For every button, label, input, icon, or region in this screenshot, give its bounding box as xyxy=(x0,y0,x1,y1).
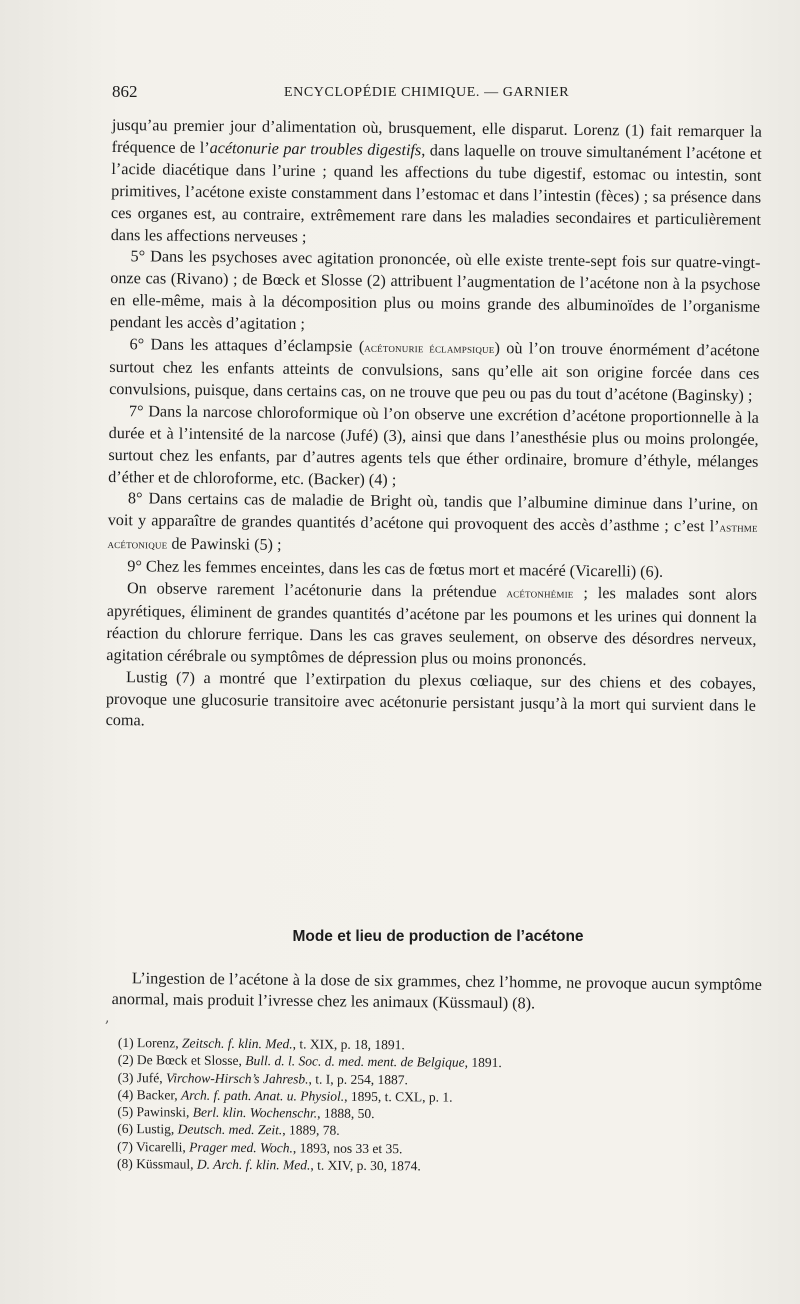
footnote-author: Pawinski, xyxy=(136,1104,193,1120)
text-run: 8° Dans certains cas de maladie de Bright où, tandis que l’albumine diminue dans l’urine, on voit y apparaître de grandes quantités d’acétone qui provoquent des accès d’asthme ; c’est l’ xyxy=(107,489,759,536)
footnote-number: (3) xyxy=(117,1069,134,1085)
text-run: de Pawinski (5) ; xyxy=(167,534,282,555)
paragraph-ingestion: L’ingestion de l’acétone à la dose de six grammes, chez l’homme, ne provoque aucun symptôme anormal, mais produit l’ivresse chez les animaux (Küssmaul) (8). xyxy=(111,969,762,1013)
text-run: jusqu’au premier jour d’alimentation où, brusquement, elle disparut. Lorenz (1) fait remarquer la fréquence de l’ xyxy=(111,115,762,157)
paragraph-bright xyxy=(107,488,758,563)
footnote-journal: Berl. klin. Wochenschr. xyxy=(192,1104,318,1121)
footnote-number: (7) xyxy=(117,1138,133,1154)
small-caps-term: asthme acétonique xyxy=(107,520,758,552)
paragraph-lustig: Lustig (7) a montré que l’extirpation du plexus cœliaque, sur des chiens et des cobayes, provoque une glucosurie transitoire avec acétonurie persistant jusqu’à la mort qui survient dans le coma. xyxy=(105,667,757,730)
footnote-ref: , t. XIV, p. 30, 1874. xyxy=(310,1157,421,1174)
text-run: ) où l’on trouve énormément d’acétone surtout chez les enfants atteints de convulsions, sans qu’elle ait son origine forcée dans ces convulsions, puisque, dans certains cas, on ne trouve que peu ou pas du tout d’acétone (Baginsky) ; xyxy=(109,339,760,405)
running-title: ENCYCLOPÉDIE CHIMIQUE. — GARNIER xyxy=(284,85,570,100)
footnote-journal: Zeitsch. f. klin. Med. xyxy=(181,1035,293,1052)
text-run: ; les malades sont alors apyrétiques, éliminent de grandes quantités d’acétone par les poumons et les urines qui donnent la réaction du chlorure ferrique. Dans les cas graves seulement, on observe des désordres nerveux, agitation cérébrale ou symptômes de dépression plus ou moins prononcés. xyxy=(106,583,758,669)
small-caps-term: acétonurie éclampsique xyxy=(364,340,495,357)
footnote-journal: Arch. f. path. Anat. u. Physiol. xyxy=(181,1087,345,1104)
footnote-number: (8) xyxy=(116,1156,133,1172)
italic-term: acétonurie par troubles digestifs xyxy=(209,138,422,160)
footnote-ref: , 1888, 50. xyxy=(317,1105,375,1122)
footnote-ref: , 1889, 78. xyxy=(282,1122,340,1139)
paragraph-femmes-enceintes: 9° Chez les femmes enceintes, dans les cas de fœtus mort et macéré (Vicarelli) (6). xyxy=(127,557,664,581)
paragraph-psychoses: 5° Dans les psychoses avec agitation prononcée, où elle existe trente-sept fois sur quatre-vingt-onze cas (Rivano) ; de Bœck et Slosse (2) attribuent l’augmentation de l’acétone non à la psychose en elle-même, mais à la décomposition plus ou moins grande des albuminoïdes de l’organisme pendant les accès d’agitation ; xyxy=(109,247,761,334)
footnote-author: Lustig, xyxy=(136,1121,178,1137)
footnote-author: Backer, xyxy=(136,1087,182,1103)
text-run: 6° Dans les attaques d’éclampsie ( xyxy=(129,335,365,356)
footnote-ref: , 1895, t. CXL, p. 1. xyxy=(344,1088,453,1105)
footnote-journal: Prager med. Woch. xyxy=(189,1139,293,1156)
footnote-journal: Virchow-Hirsch’s Jahresb. xyxy=(165,1069,309,1087)
footnote-author: Lorenz, xyxy=(136,1035,183,1051)
footnote-number: (1) xyxy=(117,1035,134,1051)
body-text xyxy=(106,115,762,739)
paragraph-narcose: 7° Dans la narcose chloroformique où l’on observe une excrétion d’acétone proportionnelle à la durée et à l’intensité de la narcose (Jufé) (3), ainsi que dans l’anesthésie plus ou moins prolongée, surtout chez les enfants, par d’autres agents tels que éther ordinaire, bromure d’éthyle, mélanges d’éther et de chloroforme, etc. (Backer) (4) ; xyxy=(108,401,759,489)
small-caps-term: acétonhémie xyxy=(506,586,574,601)
text-run: On observe rarement l’acétonurie dans la prétendue xyxy=(126,579,507,602)
footnote-ref: , t. I, p. 254, 1887. xyxy=(308,1071,408,1087)
footnote-ref: , t. XIX, p. 18, 1891. xyxy=(292,1036,405,1053)
footnote-number: (2) xyxy=(117,1052,134,1068)
paragraph-acetonhemie xyxy=(106,578,757,673)
footnote-author: Jufé, xyxy=(136,1069,167,1085)
footnote-journal: Bull. d. l. Soc. d. med. ment. de Belgique xyxy=(245,1053,465,1071)
text-run: , dans laquelle on trouve simultanément l’acétone et l’acide diacétique dans l’urine ; quand les affections du tube digestif, estomac ou intestin, sont primitives, l’acétone existe constamment dans l’estomac et dans l’intestin (fèces) ; sa présence dans ces organes est, au contraire, extrêmement rare dans les maladies secondaires et particulièrement dans les affections nerveuses ; xyxy=(110,141,762,246)
footnote-number: (5) xyxy=(117,1104,134,1120)
page-header xyxy=(112,82,764,106)
footnote-ref: , 1891. xyxy=(464,1055,502,1071)
footnotes xyxy=(117,1034,738,1177)
footnote-journal: D. Arch. f. klin. Med. xyxy=(196,1156,311,1173)
paragraph-eclampsie xyxy=(109,334,760,408)
footnote-author: De Bœck et Slosse, xyxy=(136,1052,246,1069)
footnote-ref: , 1893, nos 33 et 35. xyxy=(292,1140,403,1157)
footnote-number: (4) xyxy=(117,1086,134,1103)
paragraph-lorenz xyxy=(111,115,762,253)
footnote-author: Küssmaul, xyxy=(136,1156,197,1172)
section-heading: Mode et lieu de production de l’acétone xyxy=(292,928,584,945)
margin-mark: , xyxy=(105,1010,110,1026)
footnote-journal: Deutsch. med. Zeit. xyxy=(177,1121,283,1138)
intro-text xyxy=(112,968,762,1017)
footnote-author: Vicarelli, xyxy=(135,1138,190,1155)
page-number: 862 xyxy=(112,82,138,101)
footnote-number: (6) xyxy=(117,1121,134,1137)
footnote xyxy=(117,1155,737,1177)
